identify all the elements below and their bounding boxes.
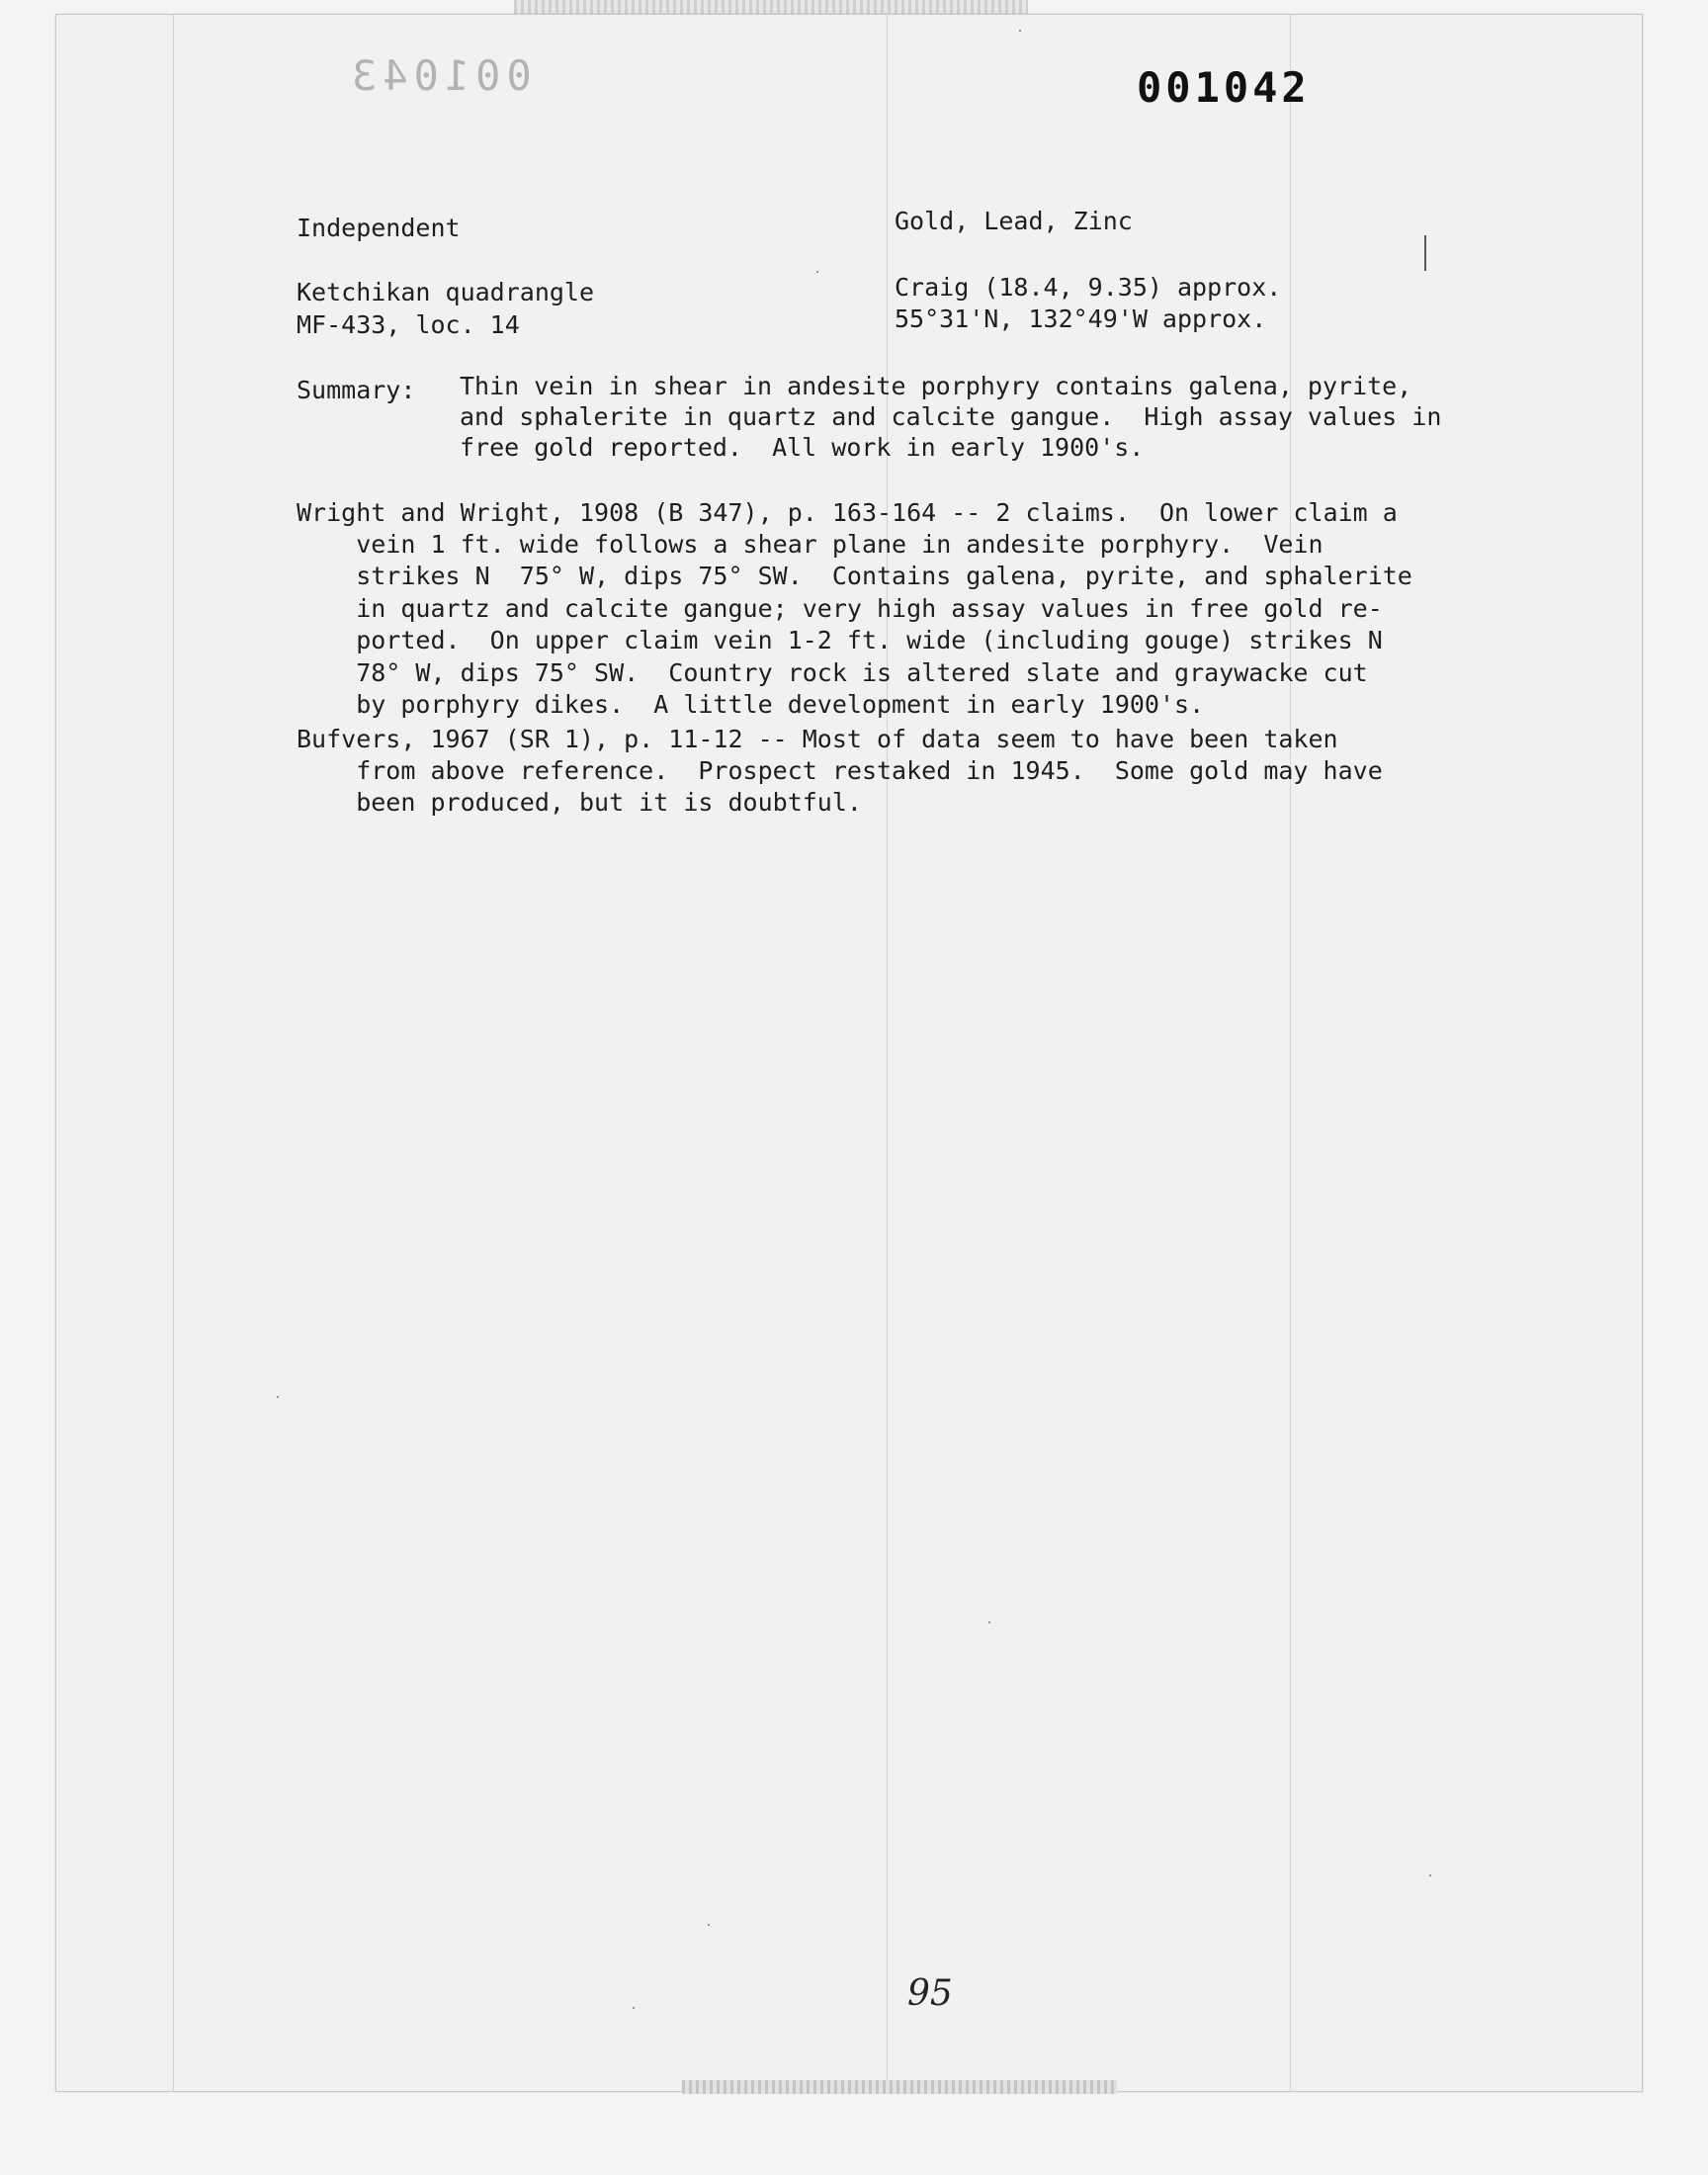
summary-line: and sphalerite in quartz and calcite gangue. High assay values in [460,402,1442,431]
reference-line: by porphyry dikes. A little development in early 1900's. [297,690,1205,719]
summary-label: Summary: [297,376,416,404]
reference-line: been produced, but it is doubtful. [297,788,862,817]
location: Craig (18.4, 9.35) approx. [895,273,1282,302]
summary-line: free gold reported. All work in early 1900's. [460,433,1145,462]
map-reference: MF-433, loc. 14 [297,310,520,339]
commodities: Gold, Lead, Zinc [895,207,1133,235]
reference-line: strikes N 75° W, dips 75° SW. Contains galena, pyrite, and sphalerite [297,562,1412,590]
quadrangle: Ketchikan quadrangle [297,278,595,306]
document-page [55,14,1643,2092]
scan-speck [1429,1874,1431,1876]
reference-line: Wright and Wright, 1908 (B 347), p. 163-164 -- 2 claims. On lower claim a [297,498,1398,527]
scan-speck [1019,30,1021,32]
scan-strip-bottom [682,2080,1117,2094]
scan-strip-top [514,0,1028,14]
fold-line-left [173,15,174,2091]
reference-line: Bufvers, 1967 (SR 1), p. 11-12 -- Most of data seem to have been taken [297,725,1338,753]
reference-line: in quartz and calcite gangue; very high assay values in free gold re- [297,594,1383,623]
scan-speck [708,1924,710,1926]
stamp-number: 001042 [1137,63,1311,112]
coordinates: 55°31'N, 132°49'W approx. [895,304,1267,333]
reference-line: 78° W, dips 75° SW. Country rock is altered slate and graywacke cut [297,658,1368,687]
scan-speck [277,1396,279,1398]
fold-line-center [887,15,888,2091]
reference-line: ported. On upper claim vein 1-2 ft. wide (including gouge) strikes N [297,626,1383,654]
scan-speck [816,271,818,273]
scan-speck [988,1621,990,1623]
deposit-name: Independent [297,214,461,242]
reference-line: vein 1 ft. wide follows a shear plane in andesite porphyry. Vein [297,530,1324,559]
scan-speck [633,2007,635,2009]
summary-line: Thin vein in shear in andesite porphyry contains galena, pyrite, [460,372,1412,400]
reference-line: from above reference. Prospect restaked in 1945. Some gold may have [297,756,1383,785]
stamp-number-faint: 001043 [346,51,532,100]
fold-line-right [1290,15,1291,2091]
page-number: 95 [907,1973,953,2014]
scan-mark [1424,235,1426,271]
